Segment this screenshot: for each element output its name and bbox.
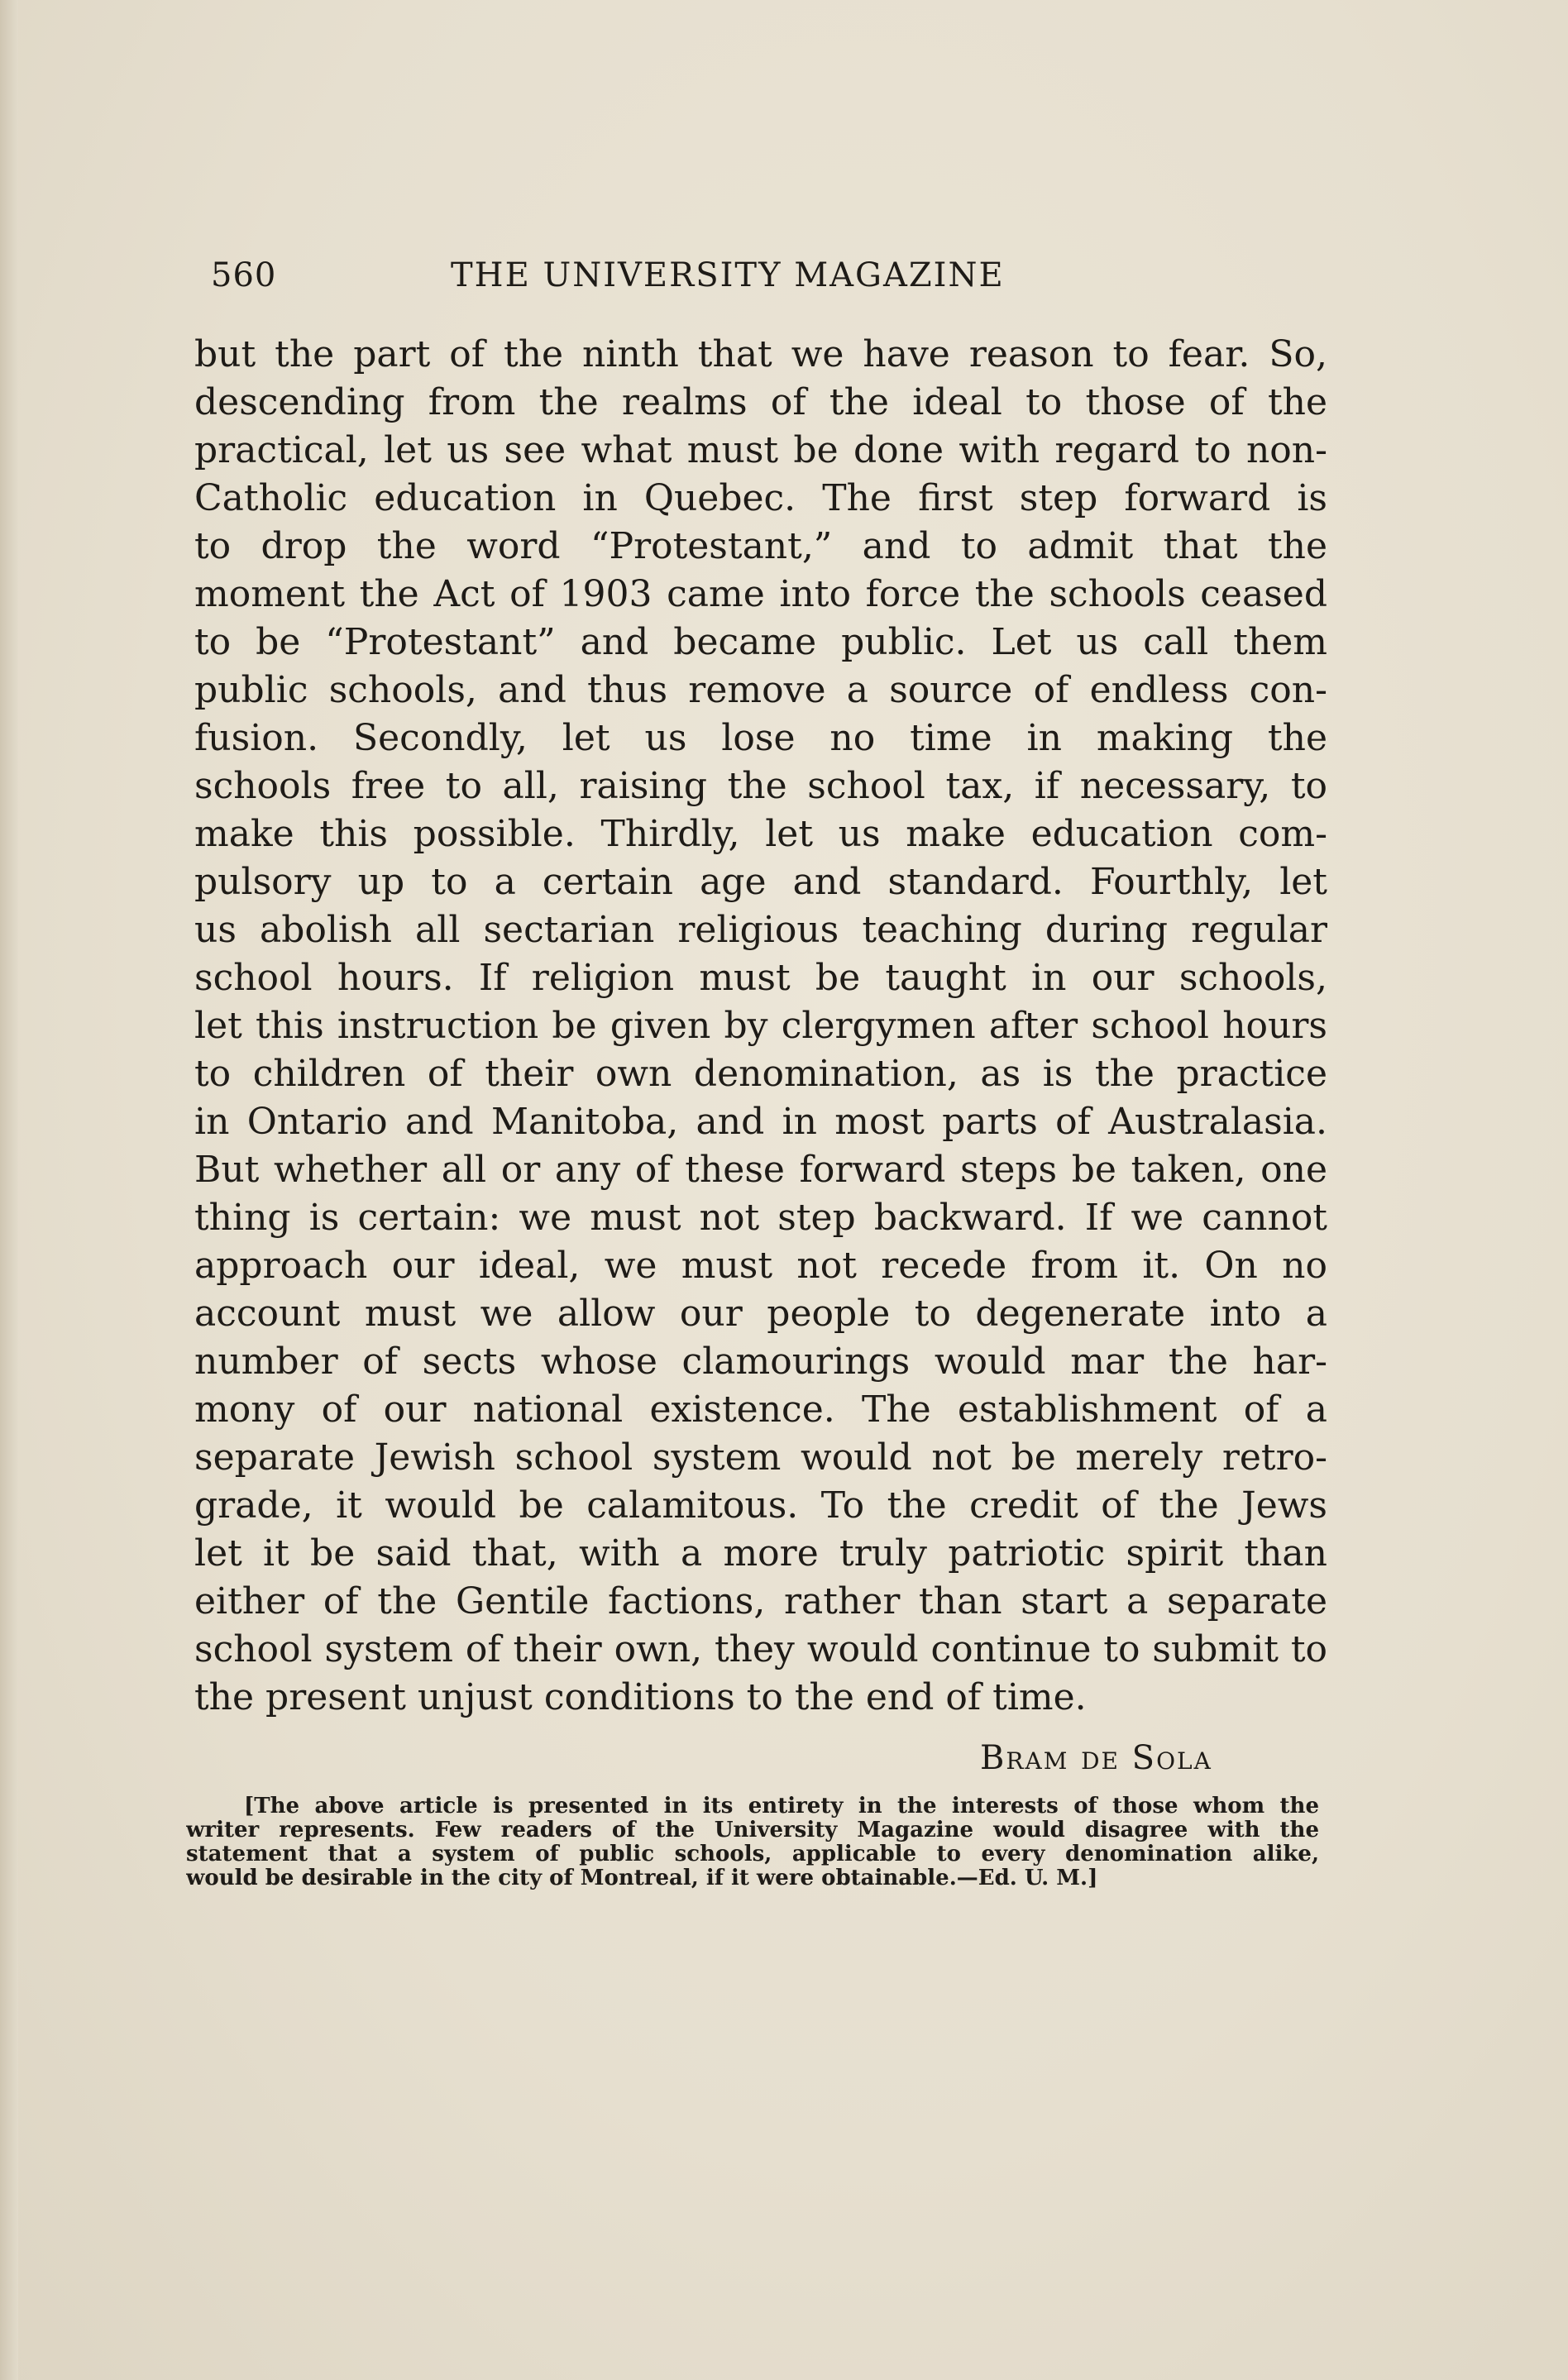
page-gutter-edge: [0, 0, 18, 2380]
body-line: fusion. Secondly, let us lose no time in making the: [194, 717, 1327, 759]
body-line: grade, it would be calamitous. To the credit of the Jews: [194, 1484, 1327, 1527]
body-line: to drop the word “Protestant,” and to admit that the: [194, 525, 1327, 567]
body-line: descending from the realms of the ideal to those of the: [194, 381, 1327, 423]
body-line: to be “Protestant” and became public. Let us call them: [194, 621, 1327, 663]
editor-note-line: [The above article is presented in its entirety in the interests of those whom the: [244, 1795, 1319, 1818]
editor-note-line: statement that a system of public schools, applicable to every denomination alike,: [186, 1842, 1319, 1866]
journal-title: THE UNIVERSITY MAGAZINE: [451, 256, 1005, 294]
body-line: school system of their own, they would continue to submit to: [194, 1628, 1327, 1670]
body-line: practical, let us see what must be done with regard to non-: [194, 429, 1327, 471]
editor-note-line: writer represents. Few readers of the University Magazine would disagree with the: [186, 1818, 1319, 1842]
body-line: moment the Act of 1903 came into force the schools ceased: [194, 573, 1327, 615]
body-line: let this instruction be given by clergymen after school hours: [194, 1005, 1327, 1047]
body-line: thing is certain: we must not step backward. If we cannot: [194, 1197, 1327, 1239]
running-head: [211, 256, 1336, 306]
author-signature: Bram de Sola: [980, 1739, 1212, 1777]
editor-note-line: would be desirable in the city of Montreal, if it were obtainable.—Ed. U. M.]: [186, 1866, 1098, 1890]
editor-note: [186, 1795, 1319, 1890]
article-body: [194, 331, 1327, 1722]
body-line: separate Jewish school system would not be merely retro-: [194, 1436, 1327, 1479]
body-line: in Ontario and Manitoba, and in most parts of Australasia.: [194, 1101, 1327, 1143]
body-line: us abolish all sectarian religious teaching during regular: [194, 909, 1327, 951]
body-line: public schools, and thus remove a source of endless con-: [194, 669, 1327, 711]
body-line: schools free to all, raising the school tax, if necessary, to: [194, 765, 1327, 807]
body-line: approach our ideal, we must not recede from it. On no: [194, 1245, 1327, 1287]
body-line: either of the Gentile factions, rather than start a separate: [194, 1580, 1327, 1623]
body-line: let it be said that, with a more truly patriotic spirit than: [194, 1532, 1327, 1575]
body-line: Catholic education in Quebec. The first step forward is: [194, 477, 1327, 519]
page-number: 560: [211, 256, 277, 294]
body-line: account must we allow our people to degenerate into a: [194, 1293, 1327, 1335]
body-line: make this possible. Thirdly, let us make education com-: [194, 813, 1327, 855]
body-line: the present unjust conditions to the end of time.: [194, 1676, 1087, 1718]
body-line: but the part of the ninth that we have reason to fear. So,: [194, 333, 1327, 375]
body-line: pulsory up to a certain age and standard. Fourthly, let: [194, 861, 1327, 903]
body-line: school hours. If religion must be taught in our schools,: [194, 957, 1327, 999]
body-line: mony of our national existence. The establishment of a: [194, 1388, 1327, 1431]
body-line: But whether all or any of these forward steps be taken, one: [194, 1149, 1327, 1191]
body-line: to children of their own denomination, as is the practice: [194, 1053, 1327, 1095]
body-line: number of sects whose clamourings would mar the har-: [194, 1341, 1327, 1383]
